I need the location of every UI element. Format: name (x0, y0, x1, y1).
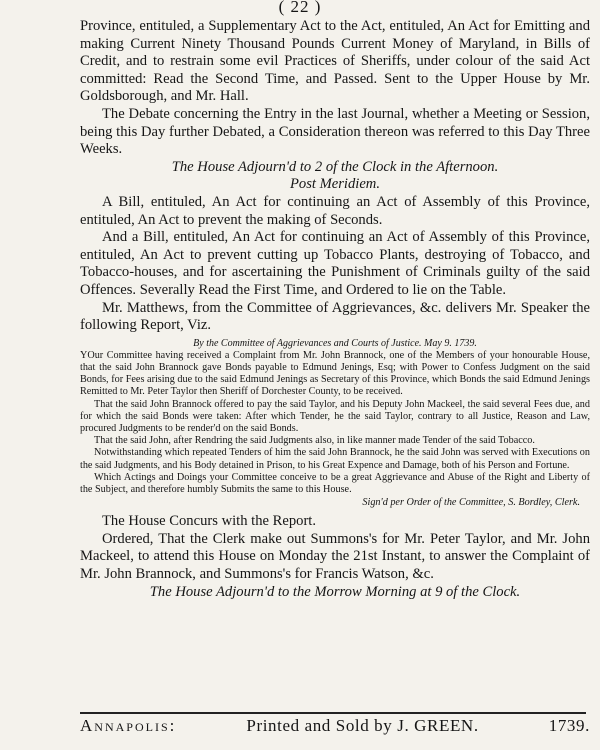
imprint-rule (80, 712, 586, 714)
imprint-place: Annapolis: (80, 716, 177, 735)
post-meridiem-heading: Post Meridiem. (290, 176, 380, 193)
paragraph-concurs: The House Concurs with the Report. (102, 513, 317, 530)
page-text (80, 18, 590, 601)
imprint-year: 1739. (548, 716, 590, 735)
report-paragraph-1: YOur Committee having received a Complaint from Mr. John Brannock, one of the Members of your honourable House, that the said John Brannock gave Bonds payable to Edmund Jenings, Esq; with Power to Confess Judgment on the said Bonds, for Fees arising due to the said Edmund Jenings as Secretary of this Province, which Bonds the said Edmund Jenings Remitted to Mr. Peter Taylor then Sheriff of Dorchester County, to be received. (80, 349, 590, 398)
paragraph-ordered: Ordered, That the Clerk make out Summons's for Mr. Peter Taylor, and Mr. John Mackeel, to attend this House on Monday the 21st Instant, to answer the Complaint of Mr. John Brannock, and Summons's for Francis Watson, &c. (80, 530, 590, 582)
page-number: ( 22 ) (278, 0, 322, 16)
signature-line: Sign'd per Order of the Committee, S. Bordley, Clerk. (362, 497, 580, 509)
imprint-printer: Printed and Sold by J. GREEN. (246, 716, 479, 735)
paragraph-bill-2: And a Bill, entituled, An Act for continuing an Act of Assembly of this Province, entituled, An Act to prevent cutting up Tobacco Plants, destroying of Tobacco, and Tobacco-houses, and for ascertaining the Punishment of Criminals guilty of the said Offences. Severally Read the First Time, and Ordered to lie on the Table. (80, 229, 590, 298)
paragraph-matthews: Mr. Matthews, from the Committee of Aggrievances, &c. delivers Mr. Speaker the following Report, Viz. (80, 299, 590, 334)
report-paragraph-4: Notwithstanding which repeated Tenders of him the said John Brannock, he the said John was served with Executions on the said Judgments, and his Body detained in Prison, to his Great Expence and Damage, both of his Person and Fortune. (80, 447, 590, 471)
report-paragraph-5: Which Actings and Doings your Committee conceive to be a great Aggrievance and Abuse of the Right and Liberty of the Subject, and therefore humbly Submits the same to this House. (80, 471, 590, 495)
adjourn-line-2: The House Adjourn'd to the Morrow Morning at 9 of the Clock. (149, 583, 521, 600)
imprint (80, 716, 590, 736)
report-paragraph-3: That the said John, after Rendring the said Judgments also, in like manner made Tender of the said Tobacco. (94, 435, 535, 447)
paragraph-2: The Debate concerning the Entry in the last Journal, whether a Meeting or Session, being this Day further Debated, a Consideration thereon was referred to this Day Three Weeks. (80, 105, 590, 158)
committee-byline: By the Committee of Aggrievances and Courts of Justice. May 9. 1739. (193, 337, 477, 349)
paragraph-1: Province, entituled, a Supplementary Act to the Act, entituled, An Act for Emitting and making Current Ninety Thousand Pounds Current Money of Maryland, in Bills of Credit, and to restrain some evil Practices of Sheriffs, under colour of the said Act committed: Read the Second Time, and Passed. Sent to the Upper House by Mr. Goldsborough, and Mr. Hall. (80, 18, 590, 105)
paragraph-bill-1: A Bill, entituled, An Act for continuing an Act of Assembly of this Province, entituled, An Act to prevent the making of Seconds. (80, 193, 590, 228)
report-paragraph-2: That the said John Brannock offered to pay the said Taylor, and his Deputy John Mackeel, the said several Fees due, and for which the said Bonds were taken: After which Tender, he the said Taylor, contrary to all Justice, Reason and Law, procured Judgments to be render'd on the said Bonds. (80, 398, 590, 434)
adjourn-line-1: The House Adjourn'd to 2 of the Clock in the Afternoon. (171, 158, 499, 175)
